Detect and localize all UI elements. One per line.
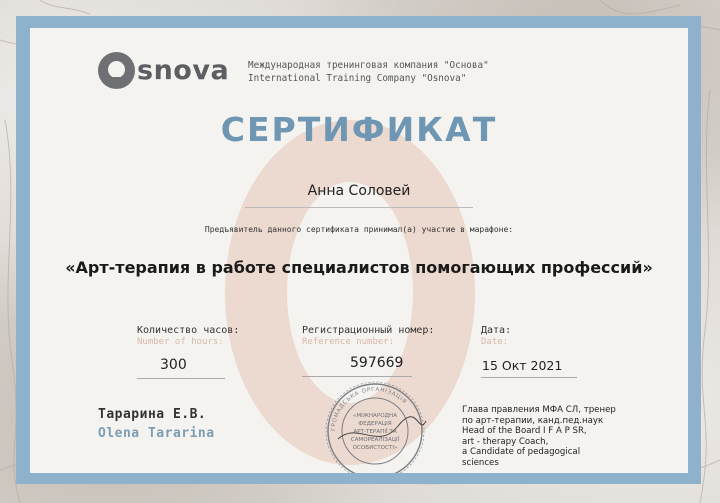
- hours-label: Количество часов:: [137, 325, 240, 336]
- stamp-line-4: САМОРЕАЛІЗАЦІЇ: [350, 437, 400, 443]
- certificate-title: СЕРТИФИКАТ: [220, 110, 498, 149]
- certificate-description: Предъявитель данного сертификата принимал(а) участие в марафоне:: [204, 225, 514, 234]
- stamp-ring-text: ГРОМАДСЬКА ОРГАНІЗАЦІЯ: [330, 386, 408, 432]
- signer-name-en: Olena Tararina: [98, 426, 215, 441]
- hours-value: 300: [160, 357, 187, 373]
- hours-underline: [137, 378, 225, 379]
- company-name-ru: Международная тренинговая компания "Основа": [248, 60, 489, 71]
- reference-value: 597669: [350, 355, 404, 371]
- hours-sub-label: Number of hours:: [137, 337, 224, 347]
- stamp-line-5: ОСОБИСТОСТІ»: [352, 445, 398, 451]
- signer-position-line: по арт-терапии, канд.пед.наук: [462, 415, 604, 426]
- stamp-line-2: ФЕДЕРАЦІЯ: [358, 421, 392, 427]
- company-name-en: International Training Company "Osnova": [248, 73, 467, 84]
- recipient-name: Анна Соловей: [307, 183, 411, 199]
- signer-position-line: a Candidate of pedagogical: [462, 447, 581, 458]
- company-name: [248, 59, 489, 85]
- signer-position: [462, 405, 652, 469]
- date-value: 15 Окт 2021: [482, 358, 563, 373]
- date-label: Дата:: [481, 325, 512, 336]
- course-title: «Арт-терапия в работе специалистов помогающих профессий»: [65, 258, 653, 277]
- certificate-paper: [30, 28, 688, 473]
- reference-sub-label: Reference number:: [302, 337, 395, 347]
- signer-name-ru: Тарарина Е.В.: [98, 407, 207, 422]
- organization-stamp: [318, 381, 432, 473]
- name-underline: [245, 207, 473, 208]
- stamp-line-1: «МІЖНАРОДНА: [352, 413, 398, 419]
- date-sub-label: Date:: [481, 337, 509, 347]
- signer-position-line: Head of the Board I F A P SR,: [462, 426, 587, 437]
- logo-o-icon: [98, 52, 135, 89]
- reference-underline: [302, 376, 412, 377]
- reference-label: Регистрационный номер:: [302, 325, 435, 336]
- date-underline: [481, 377, 577, 378]
- stamp-line-3: АРТ-ТЕРАПІЇ ТА: [353, 429, 397, 435]
- signer-position-line: Глава правления МФА СЛ, тренер: [462, 405, 616, 415]
- signer-position-line: art - therapy Coach,: [462, 436, 549, 447]
- logo-text: snova: [137, 55, 230, 86]
- osnova-logo: [98, 52, 229, 89]
- signer-position-line: sciences: [462, 457, 499, 468]
